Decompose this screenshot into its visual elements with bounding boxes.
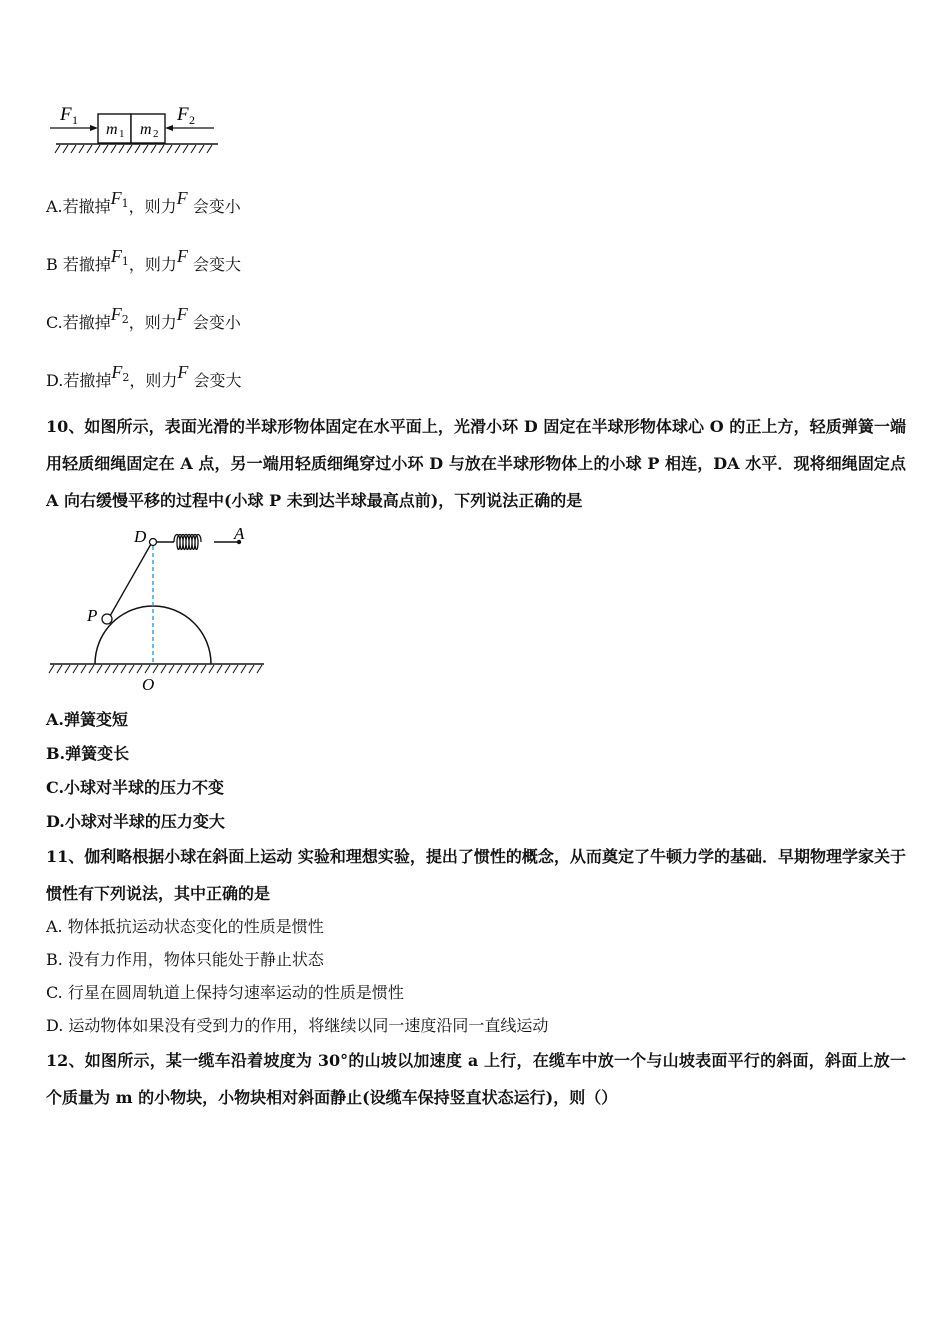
force-symbol: F: [111, 362, 123, 382]
force-symbol: F: [110, 304, 122, 324]
option-text: 会变大: [188, 371, 242, 390]
option-text: A.若撤掉: [46, 197, 111, 216]
q11-stem: 11、伽利略根据小球在斜面上运动 实验和理想实验，提出了惯性的概念，从而奠定了牛顿力学的基础．早期物理学家关于惯性有下列说法，其中正确的是: [46, 847, 906, 903]
force-symbol: F: [176, 188, 188, 208]
hemisphere-spring-figure: [44, 524, 274, 696]
force-symbol: F: [110, 188, 122, 208]
label-p: P: [87, 606, 98, 625]
label-m1-sub: 1: [119, 128, 125, 140]
option-text: C.若撤掉: [46, 313, 111, 332]
q10-stem: 10、如图所示，表面光滑的半球形物体固定在水平面上，光滑小环 D 固定在半球形物体球心 O 的正上方，轻质弹簧一端用轻质细绳固定在 A 点，另一端用轻质细绳穿过小环 D 与放在半球形物体上的小球 P 相连，DA 水平．现将细绳固定点 A 向右缓慢平移的过程中(小球 P 未到达半球最高点前)，下列说法正确的是: [46, 417, 906, 510]
label-m1: m: [106, 121, 118, 138]
q10-option-b: B.弹簧变长: [46, 744, 130, 763]
option-text: 会变小: [187, 313, 241, 332]
q10-option-a: A.弹簧变短: [46, 710, 128, 729]
label-f2-sub: 2: [189, 113, 195, 127]
ball-p: [102, 614, 112, 624]
option-text: B 若撤掉: [46, 255, 111, 274]
option-text: 会变小: [187, 197, 241, 216]
force-subscript: 1: [121, 255, 129, 268]
q9-option-b: [46, 246, 241, 277]
q11-option-d: D. 运动物体如果没有受到力的作用，将继续以同一速度沿同一直线运动: [46, 1016, 549, 1035]
force-symbol: F: [110, 246, 122, 266]
force-symbol: F: [176, 246, 188, 266]
q11-option-c: C. 行星在圆周轨道上保持匀速率运动的性质是惯性: [46, 983, 404, 1002]
q12-stem: 12、如图所示，某一缆车沿着坡度为 30°的山坡以加速度 a 上行，在缆车中放一个与山坡表面平行的斜面，斜面上放一个质量为 m 的小物块，小物块相对斜面静止(设缆车保持竖直状态运行)，则（）: [46, 1051, 906, 1107]
hemisphere: [95, 606, 211, 664]
label-f2: F: [177, 104, 189, 125]
label-m2: m: [140, 121, 152, 138]
label-m2-sub: 2: [153, 128, 159, 140]
option-text: ，则力: [128, 197, 177, 216]
force-subscript: 2: [122, 371, 130, 384]
label-d: D: [134, 527, 147, 546]
force-subscript: 2: [121, 313, 129, 326]
label-f1-sub: 1: [72, 113, 78, 127]
q10-option-c: C.小球对半球的压力不变: [46, 778, 225, 797]
spring: [174, 535, 201, 550]
q9-option-c: [46, 304, 241, 335]
option-text: ，则力: [128, 255, 177, 274]
ring-d: [150, 539, 157, 546]
force-symbol: F: [176, 304, 188, 324]
option-text: ，则力: [128, 313, 177, 332]
option-text: D.若撤掉: [46, 371, 112, 390]
label-a: A: [234, 524, 245, 543]
option-text: 会变大: [187, 255, 241, 274]
q11-option-a: A. 物体抵抗运动状态变化的性质是惯性: [46, 917, 324, 936]
option-text: ，则力: [129, 371, 178, 390]
force-symbol: F: [177, 362, 189, 382]
two-block-figure: [44, 98, 224, 158]
q10-option-d: D.小球对半球的压力变大: [46, 812, 225, 831]
label-f1: F: [60, 104, 72, 125]
q11-option-b: B. 没有力作用，物体只能处于静止状态: [46, 950, 324, 969]
q9-option-d: [46, 362, 242, 393]
force-subscript: 1: [121, 197, 129, 210]
label-o: O: [142, 675, 155, 694]
q9-option-a: [46, 188, 241, 219]
